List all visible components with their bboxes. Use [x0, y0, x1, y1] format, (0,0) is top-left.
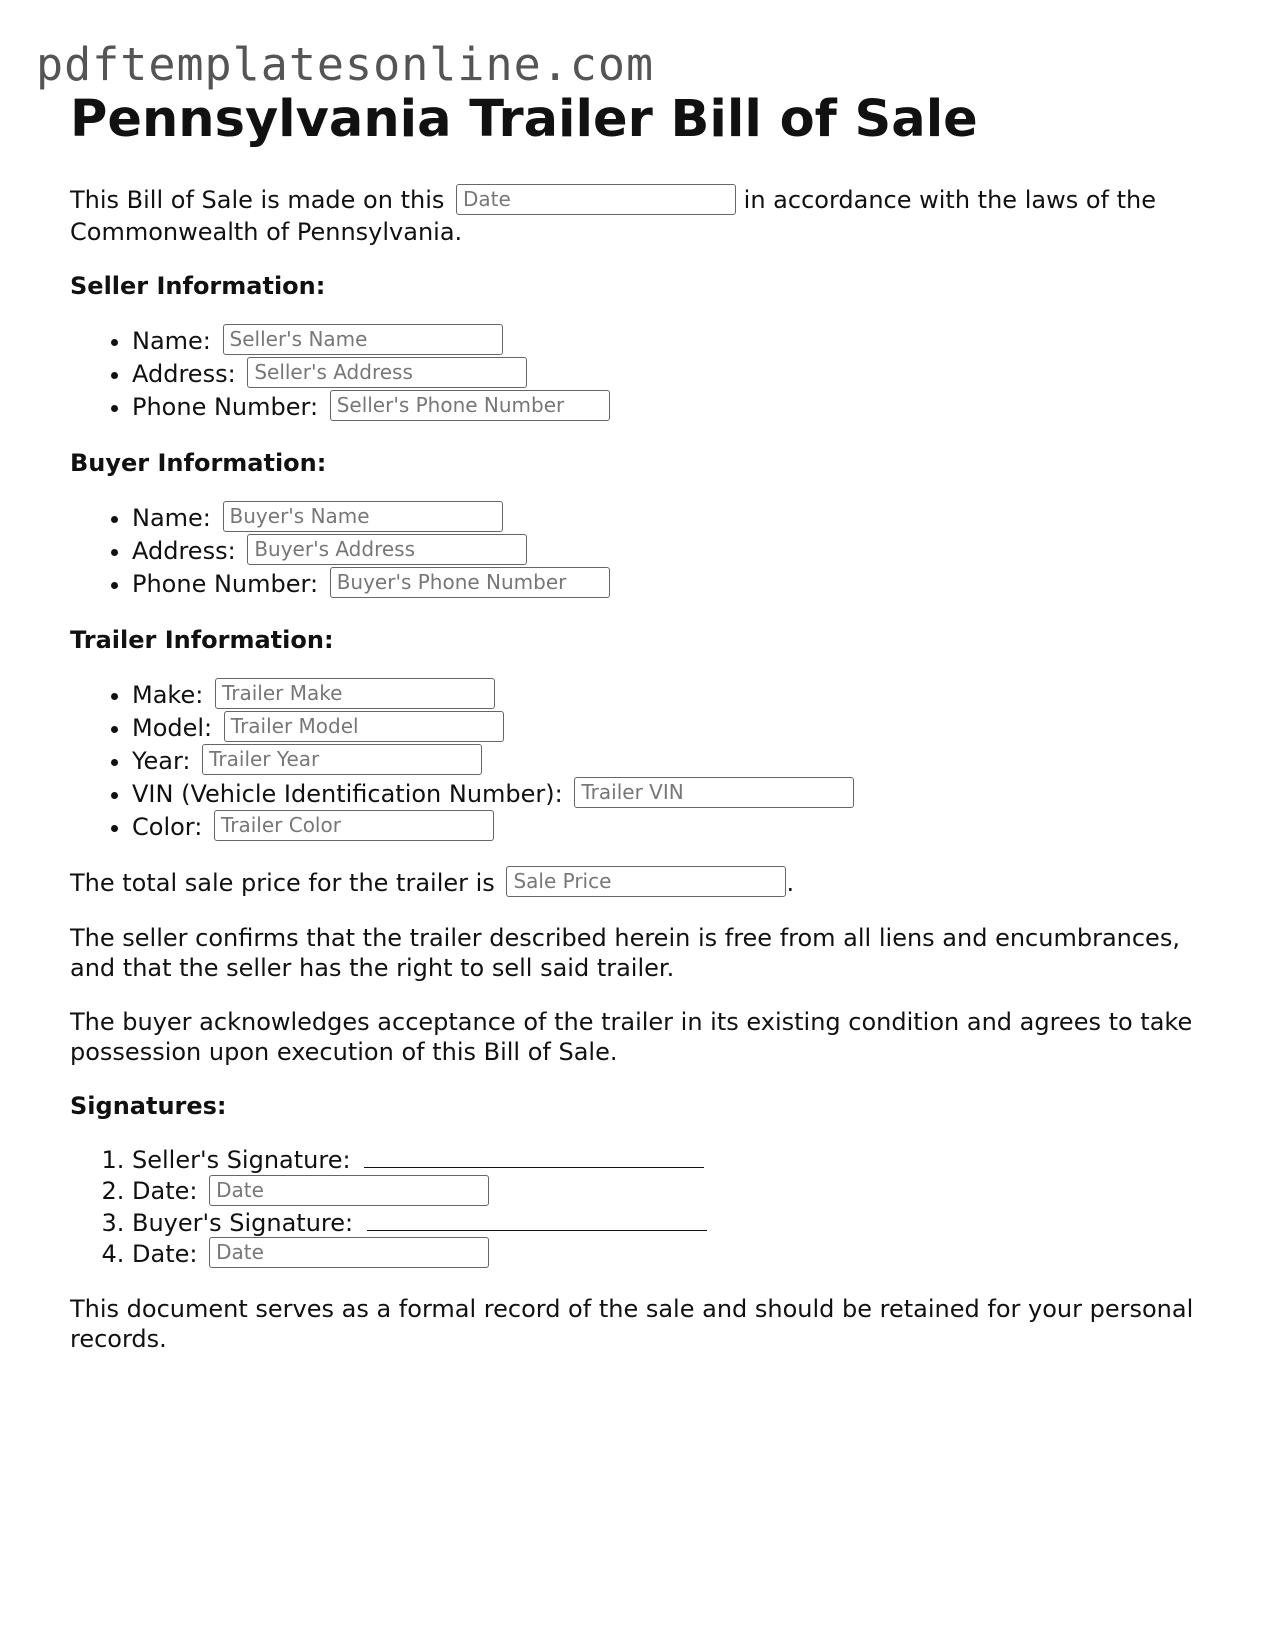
list-item — [132, 502, 1220, 535]
seller-name-field[interactable]: Seller's Name — [223, 324, 503, 355]
price-paragraph — [70, 868, 1220, 900]
seller-name-label: Name: — [132, 326, 211, 355]
seller-address-field[interactable]: Seller's Address — [247, 357, 527, 388]
trailer-color-field[interactable]: Trailer Color — [214, 810, 494, 841]
trailer-make-field[interactable]: Trailer Make — [215, 678, 495, 709]
liens-paragraph: The seller confirms that the trailer described herein is free from all liens and encumbrances, and that the seller has the right to sell said trailer. — [70, 924, 1180, 982]
list-item — [132, 568, 1220, 601]
closing-paragraph: This document serves as a formal record of the sale and should be retained for your personal records. — [70, 1295, 1194, 1353]
buyer-address-field[interactable]: Buyer's Address — [247, 534, 527, 565]
seller-signature-label: Seller's Signature: — [132, 1146, 351, 1174]
sale-date-field[interactable]: Date — [456, 184, 736, 215]
list-item — [132, 391, 1220, 424]
signatures-list — [70, 1145, 1220, 1270]
intro-text-after: in accordance with the laws of the Commonwealth of Pennsylvania. — [70, 186, 1156, 246]
acceptance-paragraph: The buyer acknowledges acceptance of the trailer in its existing condition and agrees to take possession upon execution of this Bill of Sale. — [70, 1008, 1193, 1066]
list-item — [132, 811, 1220, 844]
buyer-signature-line[interactable] — [367, 1208, 707, 1231]
list-item — [132, 325, 1220, 358]
intro-paragraph — [70, 185, 1220, 247]
buyer-address-label: Address: — [132, 536, 236, 565]
list-item — [132, 358, 1220, 391]
list-item — [132, 679, 1220, 712]
list-item — [132, 1145, 1220, 1176]
trailer-year-field[interactable]: Trailer Year — [202, 744, 482, 775]
seller-phone-field[interactable]: Seller's Phone Number — [330, 390, 610, 421]
seller-address-label: Address: — [132, 359, 236, 388]
buyer-name-field[interactable]: Buyer's Name — [223, 501, 503, 532]
buyer-date-field[interactable]: Date — [209, 1237, 489, 1268]
price-text-before: The total sale price for the trailer is — [70, 868, 495, 897]
trailer-list — [70, 679, 1220, 844]
seller-date-field[interactable]: Date — [209, 1175, 489, 1206]
buyer-phone-label: Phone Number: — [132, 569, 319, 598]
sale-price-field[interactable]: Sale Price — [506, 866, 786, 897]
seller-list — [70, 325, 1220, 424]
trailer-year-label: Year: — [132, 746, 191, 775]
trailer-vin-label: VIN (Vehicle Identification Number): — [132, 779, 563, 808]
buyer-name-label: Name: — [132, 503, 211, 532]
list-item — [132, 1239, 1220, 1271]
buyer-date-label: Date: — [132, 1239, 198, 1268]
document — [70, 88, 1220, 1354]
buyer-signature-label: Buyer's Signature: — [132, 1208, 354, 1237]
list-item — [132, 712, 1220, 745]
price-text-after: . — [786, 868, 795, 897]
seller-signature-line[interactable] — [364, 1145, 704, 1168]
trailer-make-label: Make: — [132, 680, 204, 709]
seller-phone-label: Phone Number: — [132, 392, 319, 421]
list-item — [132, 745, 1220, 778]
buyer-list — [70, 502, 1220, 601]
list-item — [132, 778, 1220, 811]
page-title: Pennsylvania Trailer Bill of Sale — [70, 90, 978, 149]
seller-heading: Seller Information: — [70, 271, 326, 300]
trailer-vin-field[interactable]: Trailer VIN — [574, 777, 854, 808]
list-item — [132, 1208, 1220, 1239]
seller-date-label: Date: — [132, 1177, 198, 1205]
trailer-model-field[interactable]: Trailer Model — [224, 711, 504, 742]
list-item — [132, 535, 1220, 568]
trailer-model-label: Model: — [132, 713, 213, 742]
buyer-heading: Buyer Information: — [70, 448, 327, 477]
trailer-heading: Trailer Information: — [70, 625, 334, 654]
watermark: pdftemplatesonline.com — [36, 38, 655, 91]
list-item — [132, 1176, 1220, 1208]
buyer-phone-field[interactable]: Buyer's Phone Number — [330, 567, 610, 598]
trailer-color-label: Color: — [132, 812, 203, 841]
intro-text-before: This Bill of Sale is made on this — [70, 186, 445, 214]
signatures-heading: Signatures: — [70, 1092, 227, 1120]
